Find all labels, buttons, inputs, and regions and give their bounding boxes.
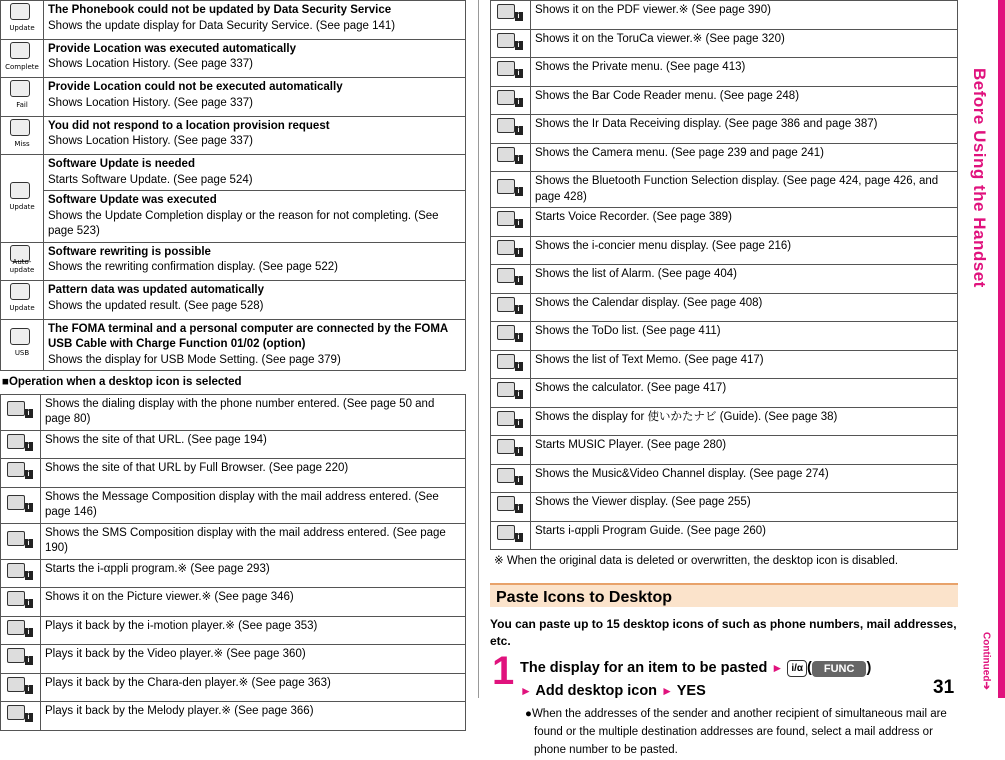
icon-cell xyxy=(491,407,531,436)
update-icon xyxy=(2,2,42,32)
i-badge: i xyxy=(25,685,33,694)
table-row xyxy=(491,1,958,30)
table-row xyxy=(491,86,958,115)
auto-update-icon xyxy=(2,244,42,274)
icon-cell xyxy=(491,29,531,58)
table-row xyxy=(1,78,466,117)
continued-text: Continued xyxy=(980,632,992,682)
imotion-icon xyxy=(5,619,37,637)
calendar-icon xyxy=(495,296,527,314)
row-text: Shows the Music&Video Channel display. (See page 274) xyxy=(531,464,958,493)
charaden-icon xyxy=(5,676,37,694)
status-icon-table xyxy=(0,0,466,371)
row-text: Shows it on the PDF viewer.※ (See page 390) xyxy=(531,1,958,30)
row-text: Shows the list of Alarm. (See page 404) xyxy=(531,265,958,294)
table-row xyxy=(491,350,958,379)
icon-glyph xyxy=(497,33,515,48)
row-text: Shows the Ir Data Receiving display. (See page 386 and page 387) xyxy=(531,115,958,144)
table-row xyxy=(1,588,466,617)
table-row xyxy=(1,1,466,40)
icon-glyph xyxy=(497,325,515,340)
url-icon xyxy=(5,433,37,451)
icon-cell xyxy=(491,322,531,351)
row-text xyxy=(44,191,466,243)
table-row xyxy=(1,673,466,702)
icon-cell xyxy=(491,172,531,208)
i-badge: i xyxy=(25,628,33,637)
i-badge: i xyxy=(515,126,523,135)
viewer-icon xyxy=(495,495,527,513)
table-row xyxy=(491,464,958,493)
row-text: Shows the Calendar display. (See page 408) xyxy=(531,293,958,322)
row-text: Plays it back by the Melody player.※ (See page 366) xyxy=(41,702,466,731)
table-row xyxy=(491,172,958,208)
table-row xyxy=(1,559,466,588)
fail-icon xyxy=(2,79,42,109)
icon-glyph xyxy=(10,283,30,300)
i-badge: i xyxy=(515,305,523,314)
row-text xyxy=(44,242,466,281)
left-column xyxy=(0,0,466,731)
icon-cell xyxy=(1,155,44,243)
toruca-icon xyxy=(495,32,527,50)
i-badge: i xyxy=(515,533,523,542)
icon-glyph xyxy=(497,354,515,369)
table-row xyxy=(491,493,958,522)
icon-glyph xyxy=(10,119,30,136)
i-badge: i xyxy=(25,409,33,418)
icon-glyph xyxy=(497,179,515,194)
icon-glyph xyxy=(497,240,515,255)
row-text: Plays it back by the Video player.※ (See page 360) xyxy=(41,645,466,674)
table-row xyxy=(491,521,958,550)
i-badge: i xyxy=(515,12,523,21)
table-row xyxy=(1,116,466,155)
icon-glyph xyxy=(10,3,30,20)
arrow-right-icon: ► xyxy=(771,661,784,676)
memo-icon xyxy=(495,353,527,371)
row-text: Shows the list of Text Memo. (See page 417) xyxy=(531,350,958,379)
bluetooth-icon xyxy=(495,178,527,196)
table-row xyxy=(1,394,466,430)
complete-icon xyxy=(2,41,42,71)
row-desc: Starts Software Update. (See page 524) xyxy=(48,173,253,186)
icon-glyph xyxy=(7,531,25,546)
i-badge: i xyxy=(25,656,33,665)
row-text: Starts Voice Recorder. (See page 389) xyxy=(531,208,958,237)
row-text: Shows the site of that URL. (See page 194) xyxy=(41,430,466,459)
icon-cell xyxy=(491,208,531,237)
row-desc: Shows the updated result. (See page 528) xyxy=(48,299,264,312)
icon-glyph xyxy=(7,591,25,606)
row-text: Shows the display for 使いかたナビ (Guide). (See page 38) xyxy=(531,407,958,436)
music-icon xyxy=(495,438,527,456)
i-badge: i xyxy=(25,539,33,548)
table-row xyxy=(1,242,466,281)
table-row xyxy=(1,459,466,488)
miss-icon xyxy=(2,118,42,148)
icon-glyph xyxy=(497,468,515,483)
icon-glyph xyxy=(7,434,25,449)
i-badge: i xyxy=(515,219,523,228)
row-title: Software Update is needed xyxy=(48,158,195,171)
row-desc: Shows the update display for Data Security Service. (See page 141) xyxy=(48,19,396,32)
row-text xyxy=(44,78,466,117)
row-text: Shows the Bluetooth Function Selection display. (See page 424, page 426, and page 428) xyxy=(531,172,958,208)
row-text: Shows the ToDo list. (See page 411) xyxy=(531,322,958,351)
desktop-icon-table-right xyxy=(490,0,958,550)
todo-icon xyxy=(495,324,527,342)
table-row xyxy=(491,407,958,436)
icon-cell xyxy=(491,350,531,379)
icon-cell xyxy=(1,319,44,371)
i-badge: i xyxy=(515,98,523,107)
row-desc: Shows the rewriting confirmation display. (See page 522) xyxy=(48,261,338,274)
icon-cell xyxy=(491,115,531,144)
table-row xyxy=(1,487,466,523)
table-row xyxy=(1,319,466,371)
row-text: Shows it on the Picture viewer.※ (See page 346) xyxy=(41,588,466,617)
icon-glyph xyxy=(497,496,515,511)
usb-icon xyxy=(2,327,42,357)
row-text: Shows it on the ToruCa viewer.※ (See page 320) xyxy=(531,29,958,58)
icon-glyph xyxy=(497,297,515,312)
table-row xyxy=(1,523,466,559)
icon-label: Update xyxy=(9,304,35,313)
pattern-update-icon xyxy=(2,282,42,312)
row-desc: Shows Location History. (See page 337) xyxy=(48,135,253,148)
table-row xyxy=(491,115,958,144)
picture-icon xyxy=(5,590,37,608)
row-text: Shows the Bar Code Reader menu. (See page 248) xyxy=(531,86,958,115)
iappli-icon xyxy=(5,562,37,580)
table-row xyxy=(1,645,466,674)
icon-cell xyxy=(491,236,531,265)
table-row xyxy=(491,58,958,87)
private-menu-icon xyxy=(495,60,527,78)
icon-cell xyxy=(1,116,44,155)
icon-glyph xyxy=(497,525,515,540)
icon-cell xyxy=(1,673,41,702)
i-badge: i xyxy=(25,713,33,722)
row-text: Shows the dialing display with the phone number entered. (See page 50 and page 80) xyxy=(41,394,466,430)
func-key: FUNC xyxy=(812,661,867,677)
icon-cell xyxy=(491,493,531,522)
sms-icon xyxy=(5,530,37,548)
row-desc: Shows the Update Completion display or the reason for not completing. (See page 523) xyxy=(48,209,439,238)
table-row xyxy=(1,616,466,645)
side-title: Before Using the Handset xyxy=(969,68,989,288)
icon-label: Auto-update xyxy=(9,257,35,274)
iappli-guide-icon xyxy=(495,524,527,542)
row-desc: Shows Location History. (See page 337) xyxy=(48,58,253,71)
row-text: Starts i-αppli Program Guide. (See page 260) xyxy=(531,521,958,550)
page-number: 31 xyxy=(933,677,955,698)
row-text xyxy=(44,116,466,155)
icon-glyph xyxy=(497,90,515,105)
continued-label xyxy=(979,632,993,690)
row-text xyxy=(44,319,466,371)
icon-glyph xyxy=(7,705,25,720)
icon-cell xyxy=(1,281,44,320)
icon-glyph xyxy=(7,401,25,416)
icon-glyph xyxy=(497,411,515,426)
icon-glyph xyxy=(7,677,25,692)
pdf-icon xyxy=(495,3,527,21)
icon-cell xyxy=(491,265,531,294)
i-alpha-key: i/α xyxy=(787,660,807,677)
i-badge: i xyxy=(25,442,33,451)
row-text: Shows the Viewer display. (See page 255) xyxy=(531,493,958,522)
row-title: Provide Location was executed automatically xyxy=(48,42,296,55)
table-row xyxy=(1,702,466,731)
i-badge: i xyxy=(515,155,523,164)
i-badge: i xyxy=(515,333,523,342)
icon-glyph xyxy=(497,147,515,162)
i-badge: i xyxy=(515,41,523,50)
arrow-right-icon: ► xyxy=(520,683,532,698)
row-text xyxy=(44,155,466,191)
icon-cell xyxy=(1,645,41,674)
icon-cell xyxy=(1,487,41,523)
i-badge: i xyxy=(515,248,523,257)
row-text: Shows the site of that URL by Full Browser. (See page 220) xyxy=(41,459,466,488)
icon-cell xyxy=(1,616,41,645)
side-strip xyxy=(998,0,1005,698)
i-badge: i xyxy=(25,571,33,580)
icon-cell xyxy=(1,702,41,731)
table-row xyxy=(1,430,466,459)
row-text: Shows the SMS Composition display with the mail address entered. (See page 190) xyxy=(41,523,466,559)
right-column xyxy=(490,0,958,760)
icon-glyph xyxy=(7,495,25,510)
icon-cell xyxy=(1,394,41,430)
icon-cell xyxy=(1,559,41,588)
row-title: Software rewriting is possible xyxy=(48,245,211,258)
icon-cell xyxy=(1,430,41,459)
row-text: Shows the Message Composition display with the mail address entered. (See page 146) xyxy=(41,487,466,523)
icon-glyph xyxy=(497,118,515,133)
barcode-icon xyxy=(495,89,527,107)
i-badge: i xyxy=(515,69,523,78)
iconcier-icon xyxy=(495,239,527,257)
column-divider xyxy=(478,0,479,698)
table-row xyxy=(1,39,466,78)
desktop-icon-table-left xyxy=(0,394,466,731)
table-row xyxy=(491,322,958,351)
icon-cell xyxy=(1,39,44,78)
icon-glyph xyxy=(10,42,30,59)
music-video-icon xyxy=(495,467,527,485)
table-row xyxy=(491,143,958,172)
row-title: You did not respond to a location provision request xyxy=(48,119,330,132)
step-1 xyxy=(490,649,958,759)
row-text: Shows the calculator. (See page 417) xyxy=(531,379,958,408)
icon-cell xyxy=(491,1,531,30)
step-text: The display for an item to be pasted ► i/α ( FUNC ) ► Add desktop icon ► YES xyxy=(520,660,872,699)
row-title: The Phonebook could not be updated by Data Security Service xyxy=(48,4,392,16)
i-badge: i xyxy=(515,476,523,485)
row-text: Plays it back by the i-motion player.※ (See page 353) xyxy=(41,616,466,645)
icon-label: Update xyxy=(9,202,35,211)
bullet-note: ●When the addresses of the sender and another recipient of simultaneous mail are found or the multiple destination addresses are found, select a mail address or phone number to be pasted. xyxy=(525,708,947,756)
table-row xyxy=(1,281,466,320)
icon-cell xyxy=(491,58,531,87)
row-desc: Shows the display for USB Mode Setting. (See page 379) xyxy=(48,353,341,366)
table-row xyxy=(1,155,466,191)
icon-label: Fail xyxy=(16,101,28,110)
row-text xyxy=(44,281,466,320)
icon-glyph xyxy=(497,61,515,76)
table-row xyxy=(491,29,958,58)
table-row xyxy=(491,265,958,294)
icon-cell xyxy=(491,143,531,172)
continue-arrow-icon: ➔ xyxy=(980,681,992,690)
icon-glyph xyxy=(497,4,515,19)
icon-cell xyxy=(491,464,531,493)
icon-cell xyxy=(491,521,531,550)
i-badge: i xyxy=(515,362,523,371)
icon-label: Miss xyxy=(14,139,30,148)
icon-glyph xyxy=(10,182,30,199)
row-text: Starts the i-αppli program.※ (See page 293) xyxy=(41,559,466,588)
icon-glyph xyxy=(497,439,515,454)
mic-icon xyxy=(495,210,527,228)
icon-cell xyxy=(1,459,41,488)
table-row xyxy=(491,293,958,322)
video-icon xyxy=(5,647,37,665)
intro-text: You can paste up to 15 desktop icons of such as phone numbers, mail addresses, etc. xyxy=(490,616,957,648)
section-bar: Paste Icons to Desktop xyxy=(490,583,958,607)
icon-label: Update xyxy=(9,24,35,32)
section-heading: ■Operation when a desktop icon is selected xyxy=(2,376,242,389)
icon-cell xyxy=(491,436,531,465)
icon-cell xyxy=(491,293,531,322)
phone-icon xyxy=(5,400,37,418)
icon-label: Complete xyxy=(5,62,39,71)
icon-glyph xyxy=(7,648,25,663)
footnote: ※ When the original data is deleted or overwritten, the desktop icon is disabled. xyxy=(494,555,899,568)
step-text-c: YES xyxy=(676,682,706,699)
i-badge: i xyxy=(515,419,523,428)
row-text: Shows the i-concier menu display. (See page 216) xyxy=(531,236,958,265)
mail-icon xyxy=(5,494,37,512)
side-tab xyxy=(965,0,1005,698)
icon-glyph xyxy=(7,620,25,635)
icon-cell xyxy=(1,78,44,117)
melody-icon xyxy=(5,704,37,722)
row-desc: Shows Location History. (See page 337) xyxy=(48,96,253,109)
i-badge: i xyxy=(25,470,33,479)
row-text: Plays it back by the Chara-den player.※ (See page 363) xyxy=(41,673,466,702)
arrow-right-icon: ► xyxy=(661,683,673,698)
step-text-a: The display for an item to be pasted xyxy=(520,660,768,677)
i-badge: i xyxy=(515,447,523,456)
i-badge: i xyxy=(515,390,523,399)
icon-glyph xyxy=(10,80,30,97)
icon-label: USB xyxy=(14,349,30,358)
row-text: Shows the Private menu. (See page 413) xyxy=(531,58,958,87)
row-text xyxy=(44,1,466,40)
row-title: Pattern data was updated automatically xyxy=(48,284,265,297)
icon-cell xyxy=(1,242,44,281)
i-badge: i xyxy=(515,504,523,513)
step-number: 1 xyxy=(492,649,515,694)
icon-cell xyxy=(1,588,41,617)
table-row xyxy=(1,191,466,243)
camera-icon xyxy=(495,146,527,164)
icon-cell xyxy=(1,523,41,559)
ir-icon xyxy=(495,117,527,135)
icon-glyph xyxy=(497,268,515,283)
icon-glyph xyxy=(497,211,515,226)
icon-glyph xyxy=(10,328,30,345)
icon-cell xyxy=(1,1,44,40)
icon-glyph xyxy=(7,563,25,578)
i-badge: i xyxy=(25,503,33,512)
guide-icon xyxy=(495,410,527,428)
row-text xyxy=(44,39,466,78)
icon-cell xyxy=(491,379,531,408)
table-row xyxy=(491,208,958,237)
software-update-icon xyxy=(2,181,42,211)
i-badge: i xyxy=(515,187,523,196)
alarm-icon xyxy=(495,267,527,285)
step-text-b: Add desktop icon xyxy=(535,682,658,699)
icon-glyph xyxy=(7,462,25,477)
table-row xyxy=(491,236,958,265)
row-text: Shows the Camera menu. (See page 239 and page 241) xyxy=(531,143,958,172)
row-title: The FOMA terminal and a personal computer are connected by the FOMA USB Cable with Charge Function 01/02 (option) xyxy=(48,322,448,351)
calculator-icon xyxy=(495,381,527,399)
i-badge: i xyxy=(515,276,523,285)
row-title: Software Update was executed xyxy=(48,194,217,207)
table-row xyxy=(491,379,958,408)
full-browser-icon xyxy=(5,461,37,479)
table-row xyxy=(491,436,958,465)
icon-glyph xyxy=(497,382,515,397)
row-text: Starts MUSIC Player. (See page 280) xyxy=(531,436,958,465)
icon-cell xyxy=(491,86,531,115)
row-title: Provide Location could not be executed automatically xyxy=(48,81,343,94)
i-badge: i xyxy=(25,599,33,608)
